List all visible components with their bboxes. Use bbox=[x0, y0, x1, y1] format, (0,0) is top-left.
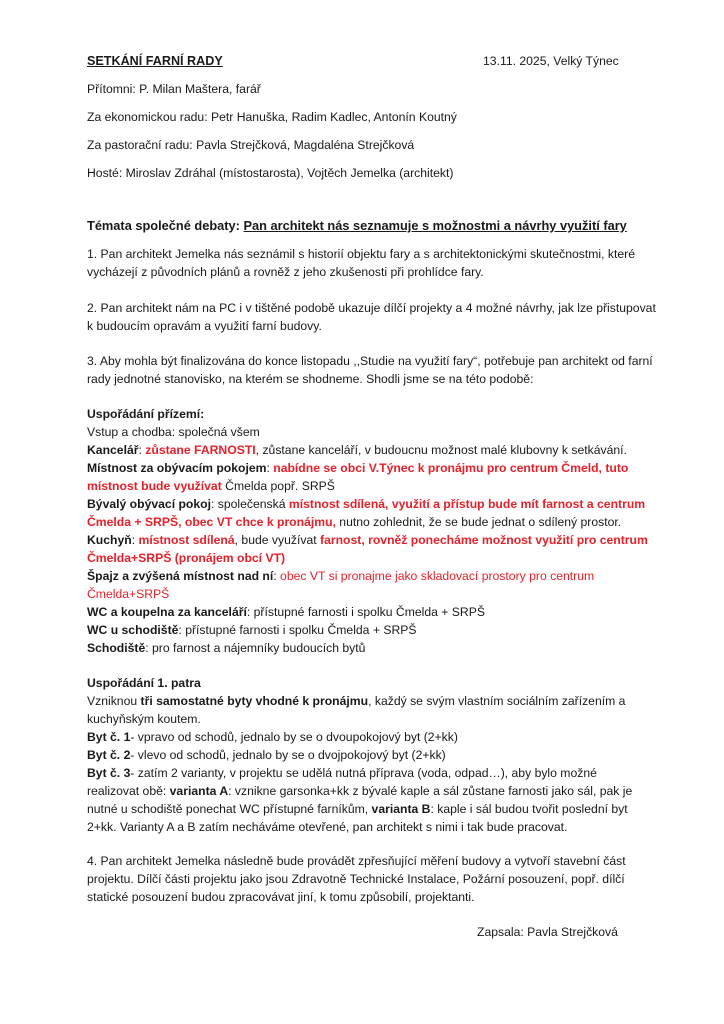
living-room-label: Bývalý obývací pokoj bbox=[87, 497, 211, 511]
point-3-line-1: 3. Aby mohla být finalizována do konce listopadu ,,Studie na využití fary“, potřebuje pan architekt od farní bbox=[87, 354, 653, 368]
office-text: , zůstane kanceláří, v budoucnu možnost malé klubovny k setkávání. bbox=[255, 443, 627, 457]
intro-bold: tři samostatné byty vhodné k pronájmu bbox=[140, 694, 369, 708]
ground-floor-heading: Uspořádání přízemí: bbox=[87, 407, 205, 421]
economic-council-line: Za ekonomickou radu: Petr Hanuška, Radim Kadlec, Antonín Koutný bbox=[87, 110, 457, 124]
living-room-line-2 bbox=[87, 513, 621, 531]
office-label: Kancelář bbox=[87, 443, 139, 457]
pantry-line-2: Čmelda+SRPŠ bbox=[87, 587, 170, 601]
stairs-label: Schodiště bbox=[87, 641, 146, 655]
flat-2-text: - vlevo od schodů, jednalo by se o dvojpokojový byt (2+kk) bbox=[130, 748, 446, 762]
flat-1-line bbox=[87, 728, 458, 746]
variant-a-label: varianta A bbox=[169, 784, 229, 798]
room-behind-text: Čmelda popř. SRPŠ bbox=[221, 479, 335, 493]
living-room-highlight: místnost sdílená, využití a přístup bude mít farnost a centrum bbox=[288, 497, 646, 511]
room-behind-line-1: Místnost za obývacím pokojem: nabídne se obci V.Týnec k pronájmu pro centrum Čmeld, tuto bbox=[87, 461, 629, 475]
variant-b-label: varianta B bbox=[371, 802, 431, 816]
point-1-line-2: vycházejí z původních plánů a rovněž z jeho zkušenosti při prohlídce fary. bbox=[87, 265, 484, 279]
flat-2-label: Byt č. 2 bbox=[87, 748, 131, 762]
point-2-line-1: 2. Pan architekt nám na PC i v tištěné podobě ukazuje dílčí projekty a 4 možné návrhy, jak lze přistupovat bbox=[87, 301, 656, 315]
flat-3-l3-pre: nutné u schodiště ponechat WC přístupné farníkům, bbox=[87, 802, 372, 816]
topic-title: Pan architekt nás seznamuje s možnostmi a návrhy využití fary bbox=[243, 218, 627, 233]
point-4-line-2: projektu. Dílčí části projektu jako jsou Zdravotně Technické Instalace, Požární posouzení, popř. dílčí bbox=[87, 872, 625, 886]
flat-3-line-4: 2+kk. Varianty A a B zatím necháváme otevřené, pan architekt s nimi i tak bude pracovat. bbox=[87, 820, 568, 834]
kitchen-highlight: místnost sdílená bbox=[138, 533, 235, 547]
flat-3-l2-rest: : vznikne garsonka+kk z bývalé kaple a sál zůstane farnosti jako sál, pak je bbox=[228, 784, 633, 798]
wc-stairs-text: : přístupné farnosti i spolku Čmelda + SRPŠ bbox=[178, 623, 417, 637]
kitchen-label: Kuchyň bbox=[87, 533, 132, 547]
topic-label: Témata společné debaty: bbox=[87, 218, 240, 233]
date-place: 13.11. 2025, Velký Týnec bbox=[483, 54, 619, 68]
guests-line: Hosté: Miroslav Zdráhal (místostarosta), Vojtěch Jemelka (architekt) bbox=[87, 166, 454, 180]
flat-3-l3-rest: : kaple i sál budou tvořit poslední byt bbox=[430, 802, 628, 816]
flat-3-line-2 bbox=[87, 782, 632, 800]
wc-office-label: WC a koupelna za kanceláří bbox=[87, 605, 247, 619]
document-title: SETKÁNÍ FARNÍ RADY bbox=[87, 54, 223, 68]
wc-office-line bbox=[87, 603, 485, 621]
point-2-line-2: k budoucím opravám a využití farní budovy. bbox=[87, 319, 322, 333]
wc-stairs-line bbox=[87, 621, 417, 639]
flat-3-l2-pre: realizovat obě: bbox=[87, 784, 170, 798]
topic-heading bbox=[87, 217, 627, 235]
room-behind-highlight-2: místnost bude využívat bbox=[87, 479, 222, 493]
stairs-text: : pro farnost a nájemníky budoucích bytů bbox=[145, 641, 366, 655]
intro-pre: Vzniknou bbox=[87, 694, 141, 708]
pantry-label: Špajz a zvýšená místnost nad ní bbox=[87, 569, 274, 583]
point-1-line-1: 1. Pan architekt Jemelka nás seznámil s historií objektu fary a s architektonickými skutečnostmi, které bbox=[87, 247, 635, 261]
office-highlight: zůstane FARNOSTI bbox=[145, 443, 256, 457]
flat-3-line-3 bbox=[87, 800, 628, 818]
entry-line: Vstup a chodba: společná všem bbox=[87, 425, 260, 439]
point-3-line-2: rady jednotné stanovisko, na kterém se shodneme. Shodli jsme se na této podobě: bbox=[87, 372, 534, 386]
office-line: Kancelář: zůstane FARNOSTI, zůstane kanceláří, v budoucnu možnost malé klubovny k setkávání. bbox=[87, 443, 627, 457]
first-floor-intro-2: kuchyňským koutem. bbox=[87, 712, 201, 726]
room-behind-label: Místnost za obývacím pokojem bbox=[87, 461, 267, 475]
first-floor-heading: Uspořádání 1. patra bbox=[87, 676, 201, 690]
room-behind-line-2 bbox=[87, 477, 335, 495]
kitchen-text: , bude využívat bbox=[234, 533, 321, 547]
room-behind-highlight: nabídne se obci V.Týnec k pronájmu pro centrum Čmeld, tuto bbox=[273, 461, 629, 475]
living-room-line-1 bbox=[87, 495, 645, 513]
living-room-pre: : společenská bbox=[210, 497, 289, 511]
wc-office-text: : přístupné farnosti i spolku Čmelda + SRPŠ bbox=[246, 605, 485, 619]
flat-3-label: Byt č. 3 bbox=[87, 766, 131, 780]
kitchen-line-2: Čmelda+SRPŠ (pronájem obcí VT) bbox=[87, 551, 286, 565]
living-room-highlight-2: Čmelda + SRPŠ, obec VT chce k pronájmu, bbox=[87, 515, 336, 529]
pantry-line-1: Špajz a zvýšená místnost nad ní: obec VT si pronajme jako skladovací prostory pro centrum bbox=[87, 569, 595, 583]
point-4-line-3: statické posouzení budou zpracovávat jiní, k tomu způsobilí, projektanti. bbox=[87, 890, 475, 904]
kitchen-line-1: Kuchyň: místnost sdílená, bude využívat farnost, rovněž ponecháme možnost využití pro centrum bbox=[87, 533, 648, 547]
flat-3-text: - zatím 2 varianty, v projektu se udělá nutná příprava (voda, odpad…), aby bylo možné bbox=[130, 766, 597, 780]
living-room-text: nutno zohlednit, že se bude jednat o sdílený prostor. bbox=[335, 515, 622, 529]
point-4-line-1: 4. Pan architekt Jemelka následně bude provádět zpřesňující měření budovy a vytvoří stavební část bbox=[87, 854, 626, 868]
present-line: Přítomni: P. Milan Maštera, farář bbox=[87, 82, 261, 96]
signature: Zapsala: Pavla Strejčková bbox=[477, 925, 618, 939]
flat-1-text: - vpravo od schodů, jednalo by se o dvoupokojový byt (2+kk) bbox=[130, 730, 458, 744]
wc-stairs-label: WC u schodiště bbox=[87, 623, 179, 637]
flat-2-line bbox=[87, 746, 446, 764]
flat-3-line-1 bbox=[87, 764, 597, 782]
kitchen-highlight-2: farnost, rovněž ponecháme možnost využití pro centrum bbox=[320, 533, 648, 547]
pastoral-council-line: Za pastorační radu: Pavla Strejčková, Magdaléna Strejčková bbox=[87, 138, 415, 152]
pantry-highlight: obec VT si pronajme jako skladovací prostory pro centrum bbox=[280, 569, 595, 583]
stairs-line bbox=[87, 639, 365, 657]
flat-1-label: Byt č. 1 bbox=[87, 730, 131, 744]
first-floor-intro-1 bbox=[87, 692, 625, 710]
intro-rest: , každý se svým vlastním sociálním zařízením a bbox=[368, 694, 626, 708]
